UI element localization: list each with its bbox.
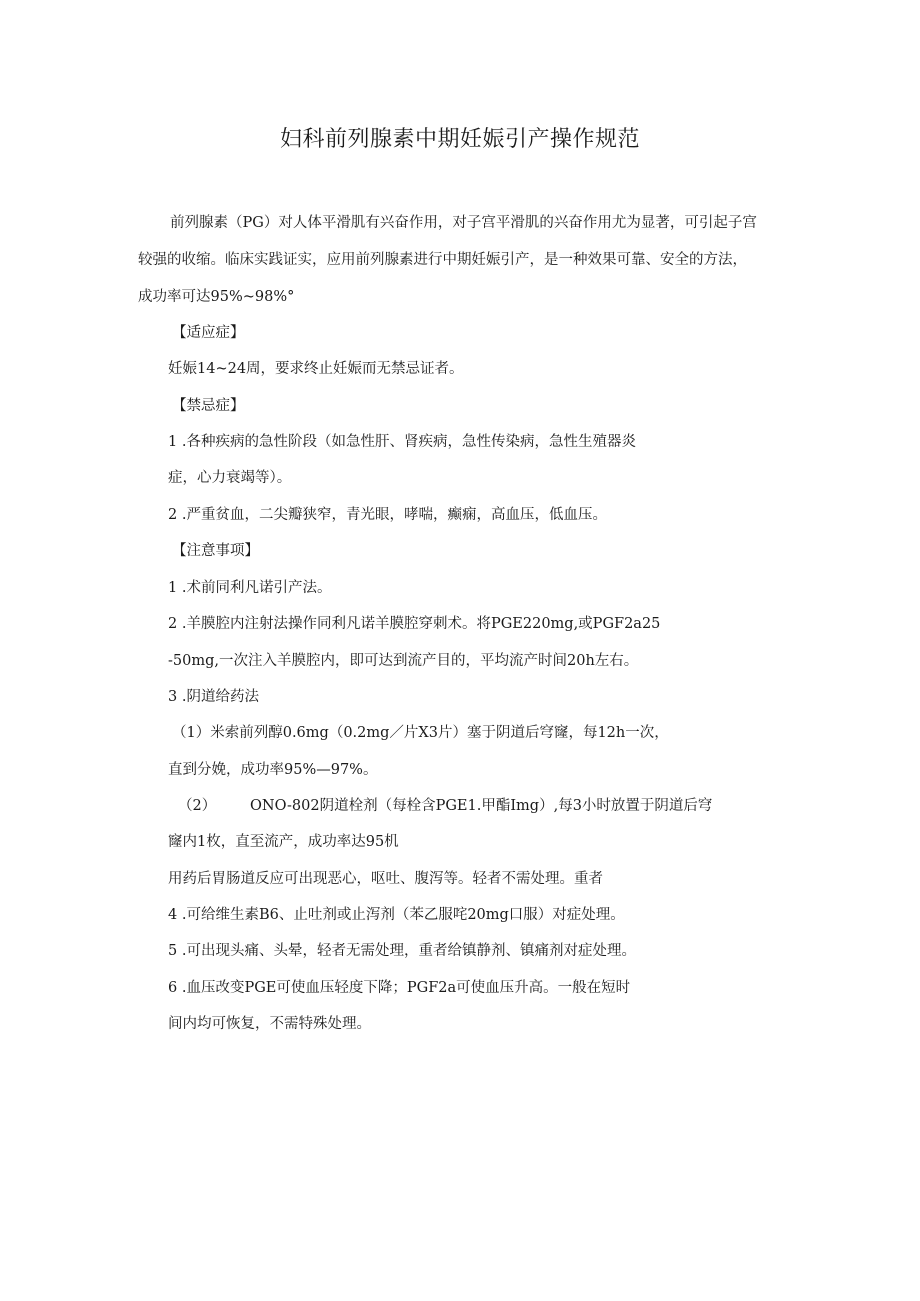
contraindication-item-1-line-2: 症，心力衰竭等）。 xyxy=(168,470,292,486)
note-item-3: 3 .阴道给药法 xyxy=(168,689,259,705)
note-sub-1-line-1: （1）米索前列醇0.6mg（0.2mg／片X3片）塞于阴道后穹窿，每12h一次， xyxy=(172,725,669,741)
note-sub-2-number: （2） xyxy=(178,798,217,814)
indications-heading: 【适应症】 xyxy=(172,325,245,341)
gi-reaction-line: 用药后胃肠道反应可出现恶心，呕吐、腹泻等。轻者不需处理。重者 xyxy=(168,871,603,887)
note-sub-1-line-2: 直到分娩，成功率95%—97%。 xyxy=(168,762,378,778)
note-sub-2-line-1: ONO-802阴道栓剂（每栓含PGE1.甲酯Img）,每3小时放置于阴道后穹 xyxy=(250,798,713,814)
contraindications-heading: 【禁忌症】 xyxy=(172,398,245,414)
note-item-5: 5 .可出现头痛、头晕，轻者无需处理，重者给镇静剂、镇痛剂对症处理。 xyxy=(168,943,636,959)
note-item-6-line-2: 间内均可恢复，不需特殊处理。 xyxy=(168,1016,371,1032)
intro-line-1: 前列腺素（PG）对人体平滑肌有兴奋作用，对子宫平滑肌的兴奋作用尤为显著，可引起子宫 xyxy=(170,215,757,231)
note-item-1: 1 .术前同利凡诺引产法。 xyxy=(168,580,332,596)
note-item-2-line-1: 2 .羊膜腔内注射法操作同利凡诺羊膜腔穿刺术。将PGE220mg,或PGF2a25 xyxy=(168,616,661,632)
document-title: 妇科前列腺素中期妊娠引产操作规范 xyxy=(279,127,640,152)
note-sub-2-line-2: 窿内1枚，直至流产，成功率达95机 xyxy=(168,834,399,850)
note-item-2-line-2: -50mg,一次注入羊膜腔内，即可达到流产目的，平均流产时间20h左右。 xyxy=(168,653,639,669)
note-item-4: 4 .可给维生素B6、止吐剂或止泻剂（苯乙服咤20mg口服）对症处理。 xyxy=(168,907,625,923)
contraindication-item-1-line-1: 1 .各种疾病的急性阶段（如急性肝、肾疾病，急性传染病，急性生殖器炎 xyxy=(168,434,636,450)
intro-line-2: 较强的收缩。临床实践证实，应用前列腺素进行中期妊娠引产，是一种效果可靠、安全的方法， xyxy=(138,252,747,268)
indications-text: 妊娠14~24周，要求终止妊娠而无禁忌证者。 xyxy=(168,361,464,377)
contraindication-item-2: 2 .严重贫血，二尖瓣狭窄，青光眼，哮喘，癫痫，高血压，低血压。 xyxy=(168,507,607,523)
note-item-6-line-1: 6 .血压改变PGE可使血压轻度下降；PGF2a可使血压升高。一般在短时 xyxy=(168,980,631,996)
notes-heading: 【注意事项】 xyxy=(172,543,259,559)
intro-line-3: 成功率可达95%~98%° xyxy=(138,289,295,305)
